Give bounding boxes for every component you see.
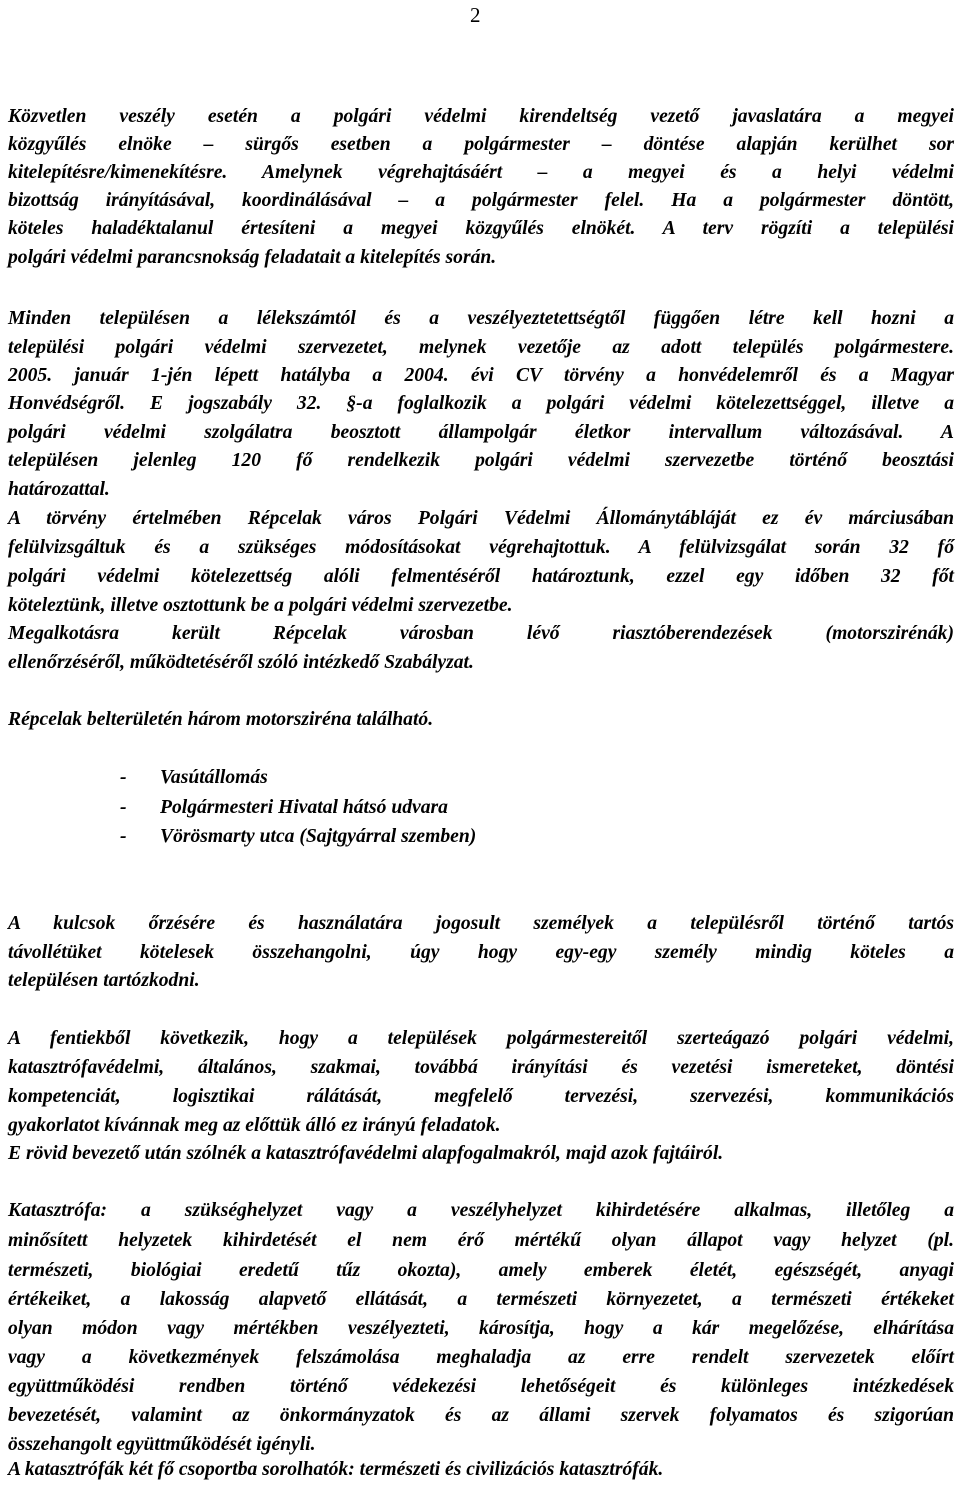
text-line: összehangolt együttműködését igényli. — [8, 1434, 316, 1455]
bullet-marker: - — [120, 767, 127, 788]
text-line: bizottság irányításával, koordinálásával – a polgármester felel. Ha a polgármester döntött, — [8, 190, 954, 211]
bullet-marker: - — [120, 826, 127, 847]
text-line: Megalkotásra került Répcelak városban lévő riasztóberendezések (motorszirénák) — [8, 623, 954, 644]
list-item-label: Vörösmarty utca (Sajtgyárral szemben) — [160, 826, 477, 847]
text-line: településen tartózkodni. — [8, 970, 200, 991]
text-line: köteleztünk, illetve osztottunk be a polgári védelmi szervezetbe. — [8, 595, 513, 616]
text-line: minősített helyzetek kihirdetését el nem érő mértékű olyan állapot vagy helyzet (pl. — [8, 1230, 954, 1251]
text-line: települési polgári védelmi szervezetet, melynek vezetője az adott település polgármestere. — [8, 337, 954, 358]
text-line: természeti, biológiai eredetű tűz okozta), amely emberek életét, egészségét, anyagi — [8, 1260, 954, 1281]
text-line: polgári védelmi parancsnokság feladatait a kitelepítés során. — [8, 247, 497, 268]
text-line: A kulcsok őrzésére és használatára jogosult személyek a településről történő tartós — [8, 913, 954, 934]
text-line: 2005. január 1-jén lépett hatályba a 2004. évi CV törvény a honvédelemről és a Magyar — [8, 365, 954, 386]
page-number: 2 — [470, 3, 481, 27]
text-line: gyakorlatot kívánnak meg az előttük álló ez irányú feladatok. — [8, 1115, 501, 1136]
text-line: kompetenciát, logisztikai rálátását, megfelelő tervezési, szervezési, kommunikációs — [8, 1086, 954, 1107]
text-line: értékeiket, a lakosság alapvető ellátását, a természeti környezetet, a természeti értékeket — [8, 1289, 954, 1310]
text-line: A fentiekből következik, hogy a települések polgármestereitől szerteágazó polgári védelmi, — [8, 1028, 954, 1049]
text-line: ellenőrzéséről, működtetéséről szóló intézkedő Szabályzat. — [8, 652, 474, 673]
text-line: polgári védelmi kötelezettség alóli felmentéséről határoztunk, ezzel egy időben 32 főt — [8, 566, 954, 587]
text-line: Katasztrófa: a szükséghelyzet vagy a veszélyhelyzet kihirdetésére alkalmas, illetőleg a — [8, 1200, 954, 1221]
text-line: A katasztrófák két fő csoportba sorolhatók: természeti és civilizációs katasztrófák. — [8, 1459, 664, 1480]
list-item-label: Vasútállomás — [160, 767, 268, 788]
text-line: Honvédségről. E jogszabály 32. §-a foglalkozik a polgári védelmi kötelezettséggel, illetve a — [8, 393, 954, 414]
text-line: településen jelenleg 120 fő rendelkezik polgári védelmi szervezetbe történő beosztási — [8, 450, 954, 471]
text-line: távollétüket kötelesek összehangolni, úgy hogy egy-egy személy mindig köteles a — [8, 942, 954, 963]
text-line: polgári védelmi szolgálatra beosztott állampolgár életkor intervallum változásával. A — [8, 422, 954, 443]
text-line: felülvizsgáltuk és a szükséges módosításokat végrehajtottuk. A felülvizsgálat során 32 fő — [8, 537, 954, 558]
text-line: Közvetlen veszély esetén a polgári védelmi kirendeltség vezető javaslatára a megyei — [8, 106, 954, 127]
text-line: vagy a következmények felszámolása meghaladja az erre rendelt szervezetek előírt — [8, 1347, 954, 1368]
text-line: közgyűlés elnöke – sürgős esetben a polgármester – döntése alapján kerülhet sor — [8, 134, 954, 155]
text-line: köteles haladéktalanul értesíteni a megyei közgyűlés elnökét. A terv rögzíti a települési — [8, 218, 954, 239]
text-line: katasztrófavédelmi, általános, szakmai, továbbá irányítási és vezetési ismereteket, döntési — [8, 1057, 954, 1078]
list-item-label: Polgármesteri Hivatal hátsó udvara — [160, 797, 448, 818]
bullet-marker: - — [120, 797, 127, 818]
text-line: kitelepítésre/kimenekítésre. Amelynek végrehajtásáért – a megyei és a helyi védelmi — [8, 162, 954, 183]
text-line: olyan módon vagy mértékben veszélyezteti, károsítja, hogy a kár megelőzése, elhárítása — [8, 1318, 954, 1339]
text-line: A törvény értelmében Répcelak város Polgári Védelmi Állománytábláját ez év márciusában — [8, 508, 954, 529]
text-line: határozattal. — [8, 479, 110, 500]
text-line: Répcelak belterületén három motorsziréna található. — [8, 709, 434, 730]
text-line: Minden településen a lélekszámtól és a veszélyeztetettségtől függően létre kell hozni a — [8, 308, 954, 329]
text-line: bevezetését, valamint az önkormányzatok és az állami szervek folyamatos és szigorúan — [8, 1405, 954, 1426]
text-line: együttműködési rendben történő védekezési lehetőségeit és különleges intézkedések — [8, 1376, 954, 1397]
text-line: E rövid bevezető után szólnék a katasztrófavédelmi alapfogalmakról, majd azok fajtáiról. — [8, 1143, 724, 1164]
